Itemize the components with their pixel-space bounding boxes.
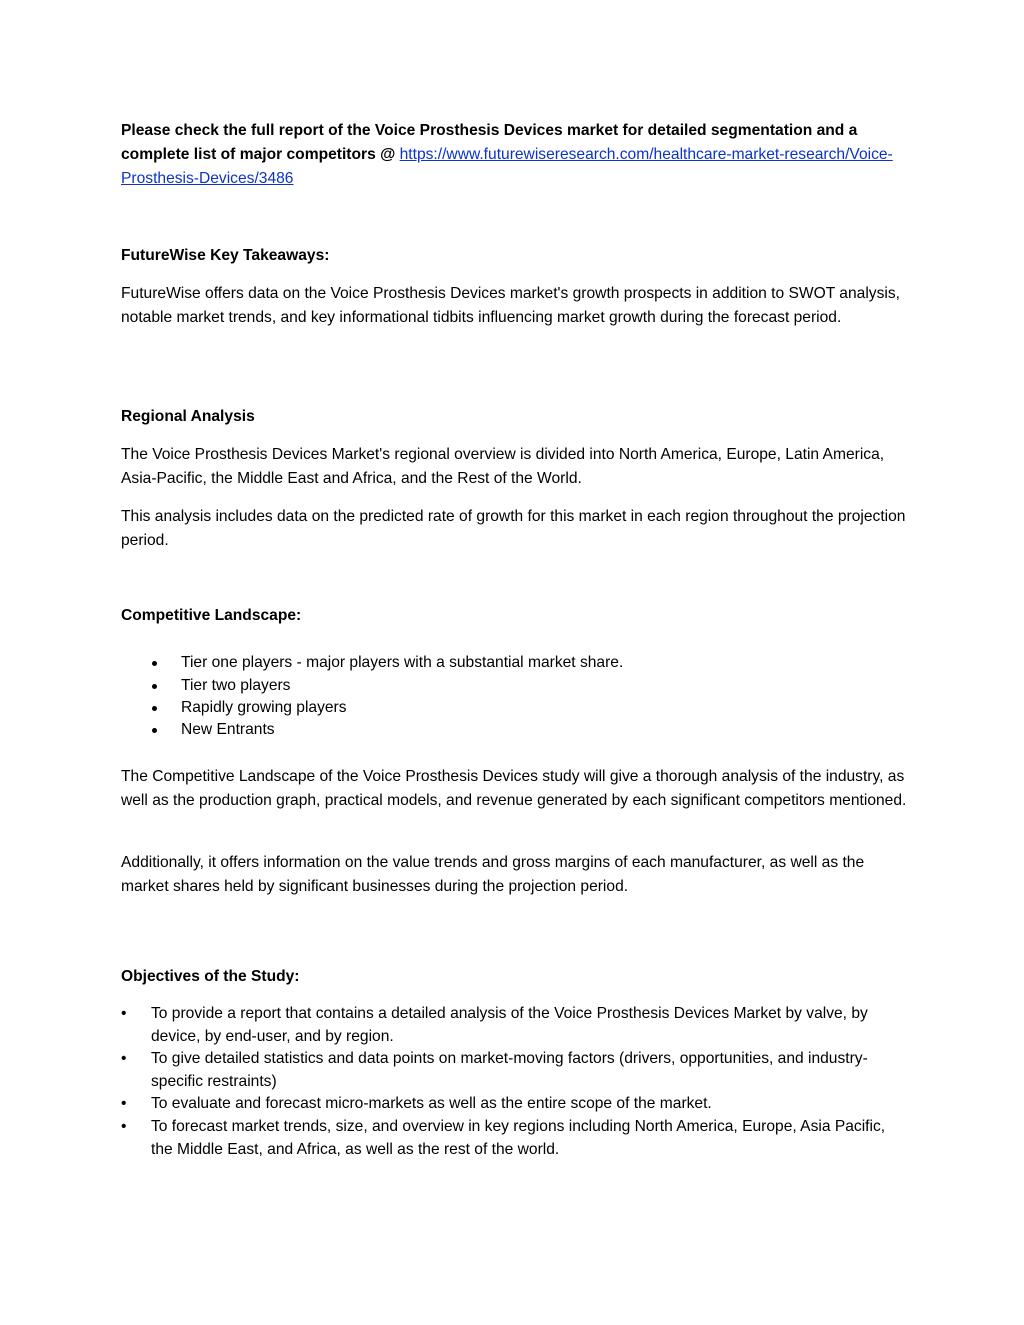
bullet-dot-icon: [152, 684, 157, 689]
objectives-heading: Objectives of the Study:: [121, 968, 300, 985]
bullet-mark: •: [121, 1005, 127, 1022]
competitive-bullet-item: [121, 652, 911, 674]
objective-item: [121, 1093, 911, 1116]
competitive-paragraph-2: Additionally, it offers information on the value trends and gross margins of each manufacturer, as well as the market shares held by significant businesses during the projection period.: [121, 854, 865, 895]
objective-text: To evaluate and forecast micro-markets as well as the entire scope of the market.: [151, 1095, 712, 1112]
takeaways-heading: FutureWise Key Takeaways:: [121, 247, 330, 264]
bullet-mark: •: [121, 1050, 127, 1067]
bullet-mark: •: [121, 1095, 127, 1112]
bullet-dot-icon: [152, 728, 157, 733]
bullet-text: Tier one players - major players with a substantial market share.: [181, 654, 624, 671]
regional-heading: Regional Analysis: [121, 408, 255, 425]
intro-text: Please check the full report of the Voice Prosthesis Devices market for detailed segmentation and a complete list of major competitors @: [121, 122, 858, 163]
takeaways-paragraph: FutureWise offers data on the Voice Prosthesis Devices market's growth prospects in addition to SWOT analysis, notable market trends, and key informational tidbits influencing market growth during the forecast period.: [121, 285, 900, 326]
report-link[interactable]: https://www.futurewiseresearch.com/healthcare-market-research/Voice-Prosthesis-Devices/3486: [121, 146, 893, 187]
bullet-dot-icon: [152, 706, 157, 711]
objective-item: [121, 1048, 911, 1093]
objective-text: To provide a report that contains a detailed analysis of the Voice Prosthesis Devices Market by valve, by device, by end-user, and by region.: [151, 1005, 868, 1045]
competitive-bullet-item: [121, 675, 911, 697]
bullet-dot-icon: [152, 661, 157, 666]
bullet-text: New Entrants: [181, 721, 275, 738]
document-page: [121, 0, 911, 1325]
bullet-mark: •: [121, 1118, 127, 1135]
objective-text: To forecast market trends, size, and overview in key regions including North America, Europe, Asia Pacific, the Middle East, and Africa, as well as the rest of the world.: [151, 1118, 886, 1158]
regional-paragraph-2: This analysis includes data on the predicted rate of growth for this market in each region throughout the projection period.: [121, 508, 906, 549]
objective-text: To give detailed statistics and data points on market-moving factors (drivers, opportunities, and industry-specific restraints): [151, 1050, 868, 1090]
objective-item: [121, 1003, 911, 1048]
regional-paragraph-1: The Voice Prosthesis Devices Market's regional overview is divided into North America, Europe, Latin America, Asia-Pacific, the Middle East and Africa, and the Rest of the World.: [121, 446, 885, 487]
intro-paragraph: [121, 119, 911, 191]
bullet-text: Tier two players: [181, 677, 291, 694]
competitive-paragraph-1: The Competitive Landscape of the Voice Prosthesis Devices study will give a thorough analysis of the industry, as well as the production graph, practical models, and revenue generated by each significant competitors mentioned.: [121, 768, 907, 809]
objective-item: [121, 1116, 911, 1161]
competitive-bullet-item: [121, 719, 911, 741]
bullet-text: Rapidly growing players: [181, 699, 347, 716]
competitive-bullet-item: [121, 697, 911, 719]
competitive-heading: Competitive Landscape:: [121, 607, 302, 624]
